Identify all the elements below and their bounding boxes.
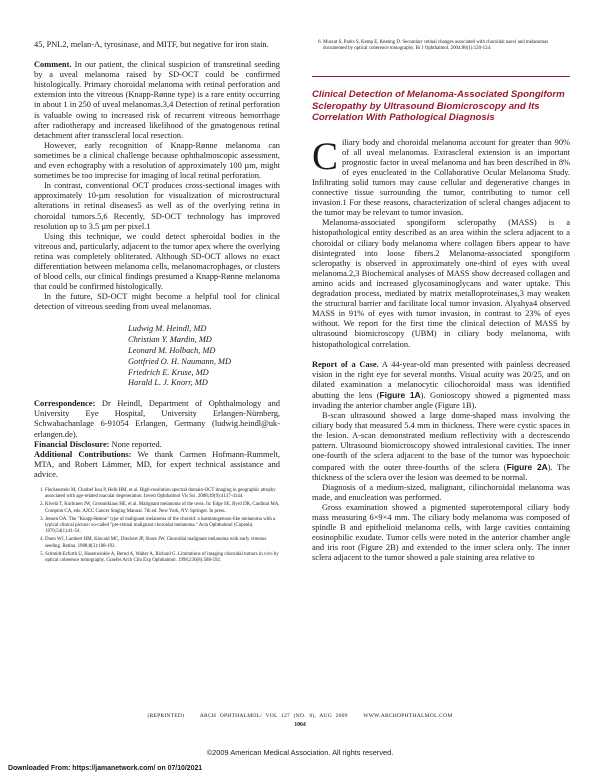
contributions-label: Additional Contributions:	[34, 449, 132, 459]
correspondence-label: Correspondence:	[34, 399, 96, 409]
financial-text: None reported.	[109, 439, 162, 449]
paragraph-3: In contrast, conventional OCT produces cross-sectional images with approximately 10-µm resolution for visualization of microstructural alterations in retinal diseases5 as well as of the overlying retina in choroidal tumors.5,6 Recently, SD-OCT technology has improved resolution up to 3.5 µm per pixel.1	[34, 181, 280, 231]
right-column	[312, 40, 570, 563]
author: Leonard M. Holbach, MD	[128, 346, 216, 356]
financial-disclosure	[34, 440, 280, 450]
author: Ludwig M. Heindl, MD	[128, 324, 207, 334]
paragraph-case	[312, 360, 570, 411]
reference-item: 4. Dunn WJ, Lambert HM, Kincaid MC, Dieckert JP, Shore JW. Choroidal malignant melanoma with early vitreous seeding. Retina. 1988;8(3):188-192.	[45, 537, 280, 549]
footer-website[interactable]: WWW.ARCHOPHTHALMOL.COM	[363, 713, 453, 719]
reference-list	[34, 488, 280, 564]
additional-contributions	[34, 450, 280, 480]
correspondence	[34, 399, 280, 439]
copyright-notice: ©2009 American Medical Association. All rights reserved.	[206, 748, 394, 757]
reference-item: 2. Kivelä T, Kurhinen JW, Grossniklaus HE, et al. Malignant melanoma of the uvea. In: Edge SE, Byrd DR, Cardinal MA, Compton CA, eds. AJCC Cancer Staging Manual. 7th ed. New York, NY: Springer. In press.	[45, 502, 280, 514]
paragraph-opening	[312, 134, 570, 219]
paragraph-comment	[34, 60, 280, 141]
author: Gottfried O. H. Naumann, MD	[128, 356, 232, 366]
paragraph-2: However, early recognition of Knapp-Rønne melanoma can sometimes be a clinical challenge because ophthalmoscopic assessment, and even echography with a resolution of approximately 100 µm, might sometimes be too imprecise for imaging of local retinal perforation.	[34, 140, 280, 181]
author: Christian Y. Mardin, MD	[128, 335, 212, 345]
download-notice: Downloaded From: https://jamanetwork.com/ on 07/10/2021	[8, 765, 203, 772]
footer-journal: ARCH OPHTHALMOL/ VOL 127 (NO. 8), AUG 2009	[199, 713, 348, 719]
paragraph-mass: Melanoma-associated spongiform scleropathy (MASS) is a histopathological entity described as an area within the sclera adjacent to a choroidal or ciliary body melanoma where collagen fibers appear to have disintegrated into loose fibers.2 Melanoma-associated spongiform scleropathy is observed in approximately one-third of eyes with uveal melanoma.2,3 Biochemical analyses of MASS show decreased collagen and amino acids and increased glycosaminoglycans and water uptake. This degradation process, mediated by matrix metalloproteinases,3 may weaken the structural barrier and facilitate local tumor invasion. Alyahya4 observed MASS in 91% of eyes with tumor invasion, in contrast to 23% of eyes without. We report for the first time the clinical detection of MASS by ultrasound biomicroscopy (UBM) in ciliary body melanoma, with histopathological correlation.	[312, 218, 570, 349]
reference-item: 5. Schmidt-Erfurth U, Hasenwinkle A, Bernd A, Walter A, Richard G. Limitations of imaging choroidal tumors in vivo by optical coherence tomography. Graefes Arch Clin Exp Ophthalmol. 1998;236(8):588-592.	[45, 552, 280, 564]
reference-item: 6. Muscat S, Parks S, Kemp E, Keating D. Secondary retinal changes associated with choroidal naevi and melanomas documented by optical coherence tomography. Br J Ophthalmol. 2004;88(1):120-124.	[323, 40, 570, 52]
journal-footer	[0, 713, 600, 719]
case-text-a: A 44-year-old man presented with painless decreased vision in the right eye for several months. Visual acuity was 20/25, and on dilated examination a melanocytic ciliochoroidal mass was identified abutting the lens (	[312, 359, 570, 400]
paragraph-diagnosis: Diagnosis of a medium-sized, malignant, ciliochoroidal melanoma was made, and enucleation was performed.	[312, 482, 570, 502]
drop-cap: C	[312, 134, 339, 178]
footer-reprinted: (REPRINTED)	[147, 713, 185, 719]
case-label: Report of a Case.	[312, 359, 379, 369]
paragraph-ultrasound	[312, 411, 570, 483]
author-list	[128, 324, 280, 389]
paragraph-intro: 45, PNL2, melan-A, tyrosinase, and MITF, but negative for iron stain.	[34, 40, 269, 49]
figure-1a-link[interactable]: Figure 1A	[379, 389, 421, 400]
financial-label: Financial Disclosure:	[34, 439, 110, 449]
reference-list-continued	[312, 40, 570, 52]
reference-item: 1. Fleckenstein M, Charbel Issa P, Helb HM, et al. High-resolution spectral domain-OCT imaging in geographic atrophy associated with age-related macular degeneration. Invest Ophthalmol Vis Sci. 2008;49(9):4137-4144.	[45, 488, 280, 500]
page-number: 1064	[294, 722, 306, 728]
figure-2a-link[interactable]: Figure 2A	[506, 461, 548, 472]
author: Friedrich E. Kruse, MD	[128, 367, 209, 377]
paragraph-gross: Gross examination showed a pigmented superotemporal ciliary body mass measuring 6×9×4 mm. The ciliary body melanoma was composed of spindle B and epithelioid melanoma cells, with large cavities containing eosinophilic exudate. Tumor cells were noted in the anterior chamber angle and iris root (Figure 2B) and extended to the inner sclera only. The inner sclera adjacent to the tumor showed a pale staining area relative to	[312, 502, 570, 563]
left-column	[34, 40, 280, 566]
paragraph-4: Using this technique, we could detect spheroidal bodies in the vitreous and, particularly, adjacent to the tumor apex where the overlying retina was completely obliterated. Although SD-OCT allows no exact differentiation between melanoma cells, melanomacrophages, or clusters of blood cells, our clinical findings presumed a Knapp-Rønne melanoma that could be confirmed histologically.	[34, 231, 280, 292]
opening-text: iliary body and choroidal melanoma account for greater than 90% of all uveal melanomas. Extrascleral extension is an important prognostic factor in uveal melanoma and has been described in 8% of eyes enucleated in the Collaborative Ocular Melanoma Study. Infiltrating solid tumors may cause cellular and degenerative changes in connective tissue surrounding the tumor, contributing to tumor cell invasion.1 For these reasons, characterization of scleral changes adjacent to the tumor may be relevant to tumor invasion.	[312, 137, 570, 218]
contributions-text: We thank Carmen Hofmann-Rummelt, MTA, and Robert Lämmer, MD, for expert technical assistance and advice.	[34, 449, 280, 479]
ultrasound-text-a: B-scan ultrasound showed a large dome-shaped mass involving the ciliary body that measured 5.4 mm in thickness. There were cystic spaces in the lesion. A-scan demonstrated medium reflectivity with a decrescendo pattern. Ultrasound biomicroscopy showed intralesional cavities. The inner one-fourth of the sclera adjacent to the base of the tumor was hypoechoic compared with the outer three-fourths of the sclera (	[312, 411, 570, 472]
reference-item: 3. Jensen OA. The "Knapp-Rønne" type of malignant melanoma of the choroid: a haematogenous-like melanoma with a typical clinical picture: so-called "pre-retinal malignant choroidal melanoma." Acta Ophthalmol (Copenh). 1976;54(1):41-54.	[45, 517, 280, 536]
paragraph-5: In the future, SD-OCT might become a helpful tool for clinical detection of vitreous seeding from uveal melanomas.	[34, 292, 280, 312]
ultrasound-text-b: ). The thickness of the sclera over the lesion was deemed to be normal.	[312, 462, 570, 482]
comment-label: Comment.	[34, 60, 72, 70]
section-divider	[312, 76, 570, 77]
section-title: Clinical Detection of Melanoma-Associated Spongiform Scleropathy by Ultrasound Biomicroscopy and Its Correlation With Pathological Diagnosis	[312, 89, 565, 124]
case-text-b: ). Gonioscopy showed a pigmented mass invading the anterior chamber angle (Figure 1B).	[312, 390, 570, 410]
author: Harald L. J. Knorr, MD	[128, 378, 208, 388]
comment-text: In our patient, the clinical suspicion of transretinal seeding by a uveal melanoma raised by SD-OCT could be confirmed histologically. Primary choroidal melanoma with retinal perforation and extension into the vitreous (Knapp-Rønne type) is a rare entity occurring in about 1 in 250 of uveal melanomas.3,4 Detection of retinal perforation is valuable owing to increased risk of recurrent vitreous hemorrhage after radiotherapy and increased likelihood of the gmatogenous retinal detachment after transscleral local resection.	[34, 60, 280, 140]
correspondence-text: Dr Heindl, Department of Ophthalmology and University Eye Hospital, University Erlangen-Nürnberg, Schwabachanlage 6-91054 Erlangen, Germany (ludwig.heindl@uk-erlangen.de).	[34, 399, 280, 439]
